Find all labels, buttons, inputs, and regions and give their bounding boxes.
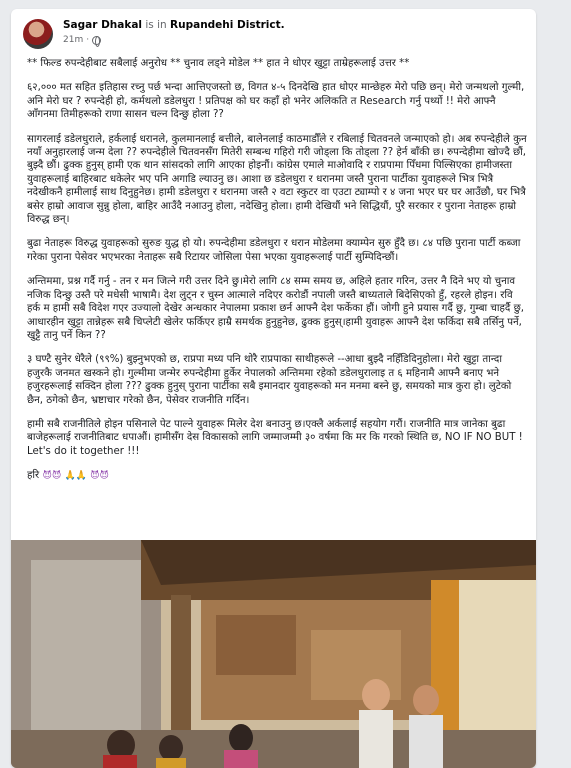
paragraph-7: हामी सबै राजनीतिले होइन पसिनाले पेट पाल्ने युवाहरू मिलेर देश बनाउनु छ।एक्लै अर्कलाई सहयोग गरौं। राजनीति मात्र जानेका बुढा बाजेहरूलाई राजनीतिबाट धपाऔं। हामीसँग देस विकासको लागि जम्माजम्मी ३० वर्षमा कि मर कि गरको स्थिति छ, NO IF NO BUT ! Let's do it together !!! bbox=[27, 418, 523, 457]
meta-separator: · bbox=[86, 35, 90, 45]
paragraph-5: अन्तिममा, प्रश्न गर्दै गर्नु - तन र मन जित्ने गरी उत्तर दिने छु।मेरो लागि ८४ सम्म समय छ, अहिले हतार गरिन, उत्तर नै दिने भए यो चुनाव नजिक दिन्छु उस्तै परे मधेसी भाषामै। देश लुट्न र चुस्न आत्माले नदिएर करोडौं नपाली जस्तै बाध्यताले बिदेसिएको हुँ, रहरले होइन। रवि हर्क म हामी सबै विदेश गएर उज्यालो देखेर अन्धकार नेपालमा प्रकाश छर्न आफ्नै देश फर्केका हौं। जोगी हुने प्रयास गर्दै छु, गुम्बा चाहर्दै छु, आधारहीन खुट्टा तान्नेहरू सबै चिप्लेटी खेलेर फर्किएर हाम्रै समर्थक हुनुहुनेछ, ढुक्क हुनुस्।हामी युवाहरू आफ्नै देश फर्किदा सबै तर्सिनु पर्ने, खुट्टै तानु पर्ने किन ?? bbox=[27, 276, 524, 341]
post-header bbox=[11, 9, 536, 57]
photo-illustration bbox=[11, 540, 536, 768]
paragraph-4: बुढा नेताहरू विरुद्ध युवाहरूको सुरुङ युद्ध हो यो। रुपन्देहीमा डडेलधुरा र धरान मोडेलमा क्याम्पेन सुरु हुँदै छ। ८४ पछि पुराना पार्टी कब्जा गरेका पुराना पेसेवर भएभरका नेताहरू सबै रिटायर जोसिला पेसा भएका युवाहरूलाई पार्टी सुम्पिदिन्छौं। bbox=[27, 238, 521, 263]
sign-off: हरि bbox=[27, 470, 40, 482]
is-in-text: is in bbox=[145, 19, 167, 31]
paragraph-6: ३ घण्टै सुनेर धेरैले (९९%) बुझ्नुभएको छ, राप्रपा मध्य पनि थोरै राप्रपाका साथीहरूले --आधा बुझ्दै नहिँडिदिनुहोला। मेरो खुट्टा तान्दा हजुरकै जनमत खस्कने हो। गुल्मीमा जन्मेर रुपन्देहीमा हुर्केर नेपालको अन्तिममा रहेको डडेलधुरालाइ त ६ महिनामै आफ्नै बनाए भने हजुरहरूलाई सक्दिन होला ??? ढुक्क हुनुस् पुराना पार्टीका सबै इमानदार युवाहरूको मन मनमा बस्ने छु, समयको मात्र कुरा हो। लुटेको छैन, ठगेको छैन, भ्रष्टाचार गरेको छैन, पेसेवर राजनीति गर्दिन। bbox=[27, 354, 512, 406]
sign-off-line bbox=[27, 469, 527, 483]
post-text bbox=[27, 57, 527, 495]
paragraph-2: ६२,००० मत सहित इतिहास रच्नु पर्छ भन्दा आत्तिएजस्तो छ, विगत ४-५ दिनदेखि हात धोएर मान्छेहरु मेरो पछि छन्। मेरो जन्मथलो गुल्मी, अनि मेरो घर ? रुपन्देही हो, कर्मथलो डडेलधुरा ! प्रतिपक्ष को घर कहाँ हो भनेर अलिकति त Research गर्नु पर्थ्यो !! मेरो आफ्नै आँगनमा तिमीहरूको राणा सासन चल्न दिन्छु होला ?? bbox=[27, 82, 525, 121]
author-line bbox=[63, 19, 285, 31]
globe-icon bbox=[92, 36, 101, 45]
avatar[interactable] bbox=[23, 19, 53, 49]
post-photo[interactable] bbox=[11, 540, 536, 768]
location-link[interactable]: Rupandehi District. bbox=[170, 19, 285, 31]
paragraph-3: सागरलाई डडेलधुराले, हर्कलाई धरानले, कुलमानलाई बत्तीले, बालेनलाई काठमाडौँले र रबिलाई चितवनले जन्माएको हो। अब रुपन्देहीले कुन नयाँ अनुहारलाई जन्म देला ?? रुपन्देहीले चितवनसँग मितेरी सम्बन्ध गहिरो गरी जोड्ला कि तोड्ला ?? हेर्न बाँकी छ। रुपन्देहीमा खोज्दै छौं, बुझ्दै छौं। ढुक्क हुनुस् हामी एक थान सांसदको लागि आएका होइनौं। कांग्रेस एमाले माओवादि र राप्रपामा पिँधमा पिल्सिएका हामीजस्ता युवाहरूलाई बाहिरबाट धकेलेर भए पनि अगाडि ल्याउनु छ। आशा छ डडेलधुरा र धरानमा जस्तै पुराना पार्टीका युवाहरूले भित्र भित्रै नदेखीकनै हामीलाई साथ दिनुहुनेछ। हामी डडेलधुरा र धरानमा जस्तै २ वटा स्कुटर वा एउटा ट्याम्पो र ४ जना भएर घर घर आउँछौ, घर भित्रै बसेर हाम्रो आवाज सुन्नु होला, बाहिर आउँदै नआउनु होला, नदेखिनु होला। हामी देखियौं भने सिद्धियौं, पुरै सरकार र पुराना नेताहरू हाम्रो विरुद्ध छन्। bbox=[27, 133, 527, 226]
post-card bbox=[11, 9, 536, 768]
post-meta bbox=[63, 35, 101, 45]
purple-devil-emoji: 😈😈 bbox=[42, 471, 62, 482]
post-time[interactable]: 21m bbox=[63, 35, 84, 45]
purple-devil-emoji-2: 😈😈 bbox=[90, 471, 109, 482]
paragraph-1: ** फिल्ड रुपन्देहीबाट सबैलाई अनुरोध ** चुनाव लड्ने मोडेल ** हात ने धोएर खुट्टा ताम्रेहरूलाई उत्तर ** bbox=[27, 58, 410, 69]
author-name[interactable]: Sagar Dhakal bbox=[63, 19, 143, 31]
folded-hands-emoji: 🙏🙏 bbox=[64, 471, 87, 482]
